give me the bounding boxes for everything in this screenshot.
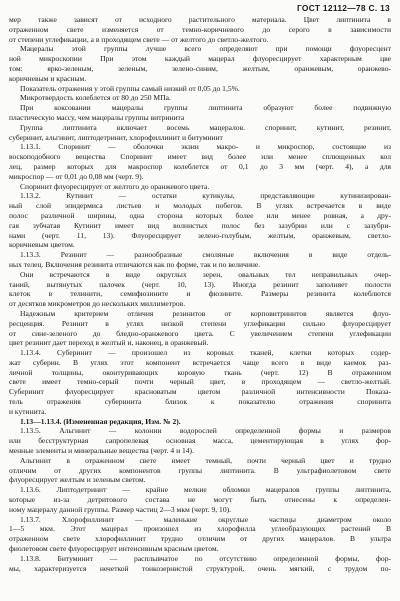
text-line: свете имеет темно-серый почти черный цвет, в проходящем — светло-желтый.	[9, 377, 391, 387]
text-line: ной микроскопии При этом каждый мацерал флуоресцирует характерным цве	[9, 54, 391, 64]
text-line: фиолетовом свете флуоресцирует интенсивным красным цветом.	[9, 544, 219, 554]
text-line: отличим от других компонентов группы липтинита. В ультрафиолетовом свете	[9, 465, 391, 475]
text-line: 1.13.4. Суберинит — произошел из коровых тканей, клетки которых содер-	[20, 348, 391, 358]
text-line: Показатель отражения у этой группы самый низкий от 0,05 до 1,5%.	[20, 83, 240, 93]
text-line: 1—5 мкм. Этот мацерал произошел из хлорофилла углеобразующих растений В	[9, 524, 391, 534]
text-line: коричневым цветом.	[9, 240, 75, 250]
text-line: таний, вытянутых палочек (черт. 10, 13). Иногда резинит заполняет полости	[9, 279, 391, 289]
text-line: 1.13.1. Споринит — оболочки экзин макро- и микроспор, состоящие из	[20, 142, 391, 152]
text-line: 1.13.3. Резинит — разнообразные смоляные включения в виде отдель-	[20, 250, 391, 260]
text-line: гая зубчатая Кутинит имеет вид волнистых полос без зазубрин или с зазубри-	[9, 220, 391, 230]
text-line: отраженном свете изменяется от темно-коричневого до серого в зависимости	[9, 24, 391, 34]
text-line: ных телец. Включения резинита отличаются как по форме, так и по величине.	[9, 259, 261, 269]
text-line: личной толщины, оконтуривающих коровую ткань (черт. 12) В отраженном	[9, 367, 391, 377]
text-line: нами (черт. 11, 13). Флуоресцирует зелено-голубым, желтым, оранжевым, светло-	[9, 230, 391, 240]
text-line: флуоресцирует желтым и зеленым светом.	[9, 475, 146, 485]
text-line: Альгинит в отраженном свете имеет темный, почти черный цвет и трудно	[20, 455, 391, 465]
text-line: 1.13.8. Битуминит — расплывчатое по отсутствию определенной формы, фор-	[20, 553, 391, 563]
page-header: ГОСТ 12112—78 С. 13	[297, 3, 390, 13]
text-line: 1.13.5. Альгинит — колонии водорослей определенной формы и размеров	[20, 426, 391, 436]
text-line: пластическую массу, чем мацералы группы витринита	[9, 112, 185, 122]
text-line: Они встречаются в виде округлых зерен, овальных тел неправильных очер-	[20, 269, 391, 279]
text-line: ный слой эпидермиса листьев и молодых побегов. В углях встречается в виде	[9, 201, 391, 211]
text-line: ному мацералу данной группы. Размер частиц 2—3 мкм (черт. 9, 10).	[9, 504, 231, 514]
text-line: воскоподобного вещества Споринит имеет вид более или менее сплющенных кол	[9, 152, 391, 162]
text-line: от сине-зеленого до бледно-оранжевого цвета. С увеличением степени углефикации	[9, 328, 391, 338]
text-line: полос различной ширины, одна сторона которых более или менее ровная, а дру-	[9, 210, 391, 220]
text-line: цвет резинит дает переход в желтый и, наконец, в оранжевый.	[9, 338, 209, 348]
text-line: ресценция. Резинит в углях низкой степени углефикации сильно флуоресцирует	[9, 318, 391, 328]
text-line: или бесструктурная сапропелевая основная масса, цементирующая в углях фор-	[9, 436, 391, 446]
text-line: Мацералы этой группы лучше всего определяют при помощи флуоресцент	[20, 44, 391, 54]
text-line: коричневым и красным.	[9, 73, 87, 83]
text-line: мы, характеризуется нечеткой тонкозернистой структурой, очень мягкий, с трудом по-	[9, 563, 391, 573]
text-line: Микротвердость колеблется от 80 до 250 МПа.	[20, 93, 171, 103]
text-line: мер также зависят от исходного растительного материала. Цвет липтинита в	[9, 15, 391, 24]
text-line: 1.13.6. Липтодетринит — крайне мелкие обломки мацералов группы липтинита,	[20, 485, 391, 495]
text-line: Споринит флуоресцирует от желтого до оранжевого цвета.	[20, 181, 210, 191]
text-line: том: ярко-зеленым, зеленым, зелено-синим, желтым, оранжевым, оранжево-	[9, 63, 391, 73]
text-line: которые из-за детритового состава не могут быть отнесены к определен-	[9, 495, 391, 505]
text-line: от десятков микрометров до нескольких миллиметров.	[9, 299, 186, 309]
document-body	[9, 15, 391, 573]
text-line: тель отражения суберинита близок к показателю отражения споринита	[9, 397, 391, 407]
text-line: Суберинит флуоресцирует красноватым цветом различной интенсивности Показа-	[9, 387, 391, 397]
text-line: жат суберин. В углях этот компонент встречается чаще всего в виде каемок раз-	[9, 357, 391, 367]
text-line: 1.13—1.13.4. (Измененная редакция, Изм. № 2).	[20, 416, 181, 426]
text-line: При коксовании мацералы группы липтинита образуют более подвижную	[20, 103, 391, 113]
text-line: Надежным критерием отличия резинитов от корповитринитов является флуо-	[20, 308, 391, 318]
text-line: 1.13.2. Кутинит — остатки кутикулы, представляющие кутинизирован-	[20, 191, 391, 201]
text-line: суберинит, альгинит, липтодетринит, хлорофиллинит и битуминит	[9, 132, 223, 142]
text-line: 1.13.7. Хлорофиллинит — маленькие округлые частицы диаметром около	[20, 514, 391, 524]
text-line: лец, размер которых для макроспор колеблется от 0,1 до 3 мм (черт. 4), а для	[9, 161, 391, 171]
text-line: от степени углефикации, а в проходящем свете — от желтого до светло-желтого.	[9, 34, 269, 44]
text-line: отраженном свете хлорофиллинит трудно отличим от других мацералов. В ультра	[9, 534, 391, 544]
text-line: клеток в телинити, семифюзините и фюзините. Размеры резинита колеблются	[9, 289, 391, 299]
text-line: Группа липтинита включает восемь мацералов. спориннт, кутинит, резинит,	[20, 122, 391, 132]
text-line: микроспор — от 0,01 до 0,08 мм (черт. 9).	[9, 171, 144, 181]
text-line: менные элементы и минеральные вещества (черт. 4 и 14).	[9, 446, 194, 456]
text-line: и кутинита.	[9, 406, 47, 416]
